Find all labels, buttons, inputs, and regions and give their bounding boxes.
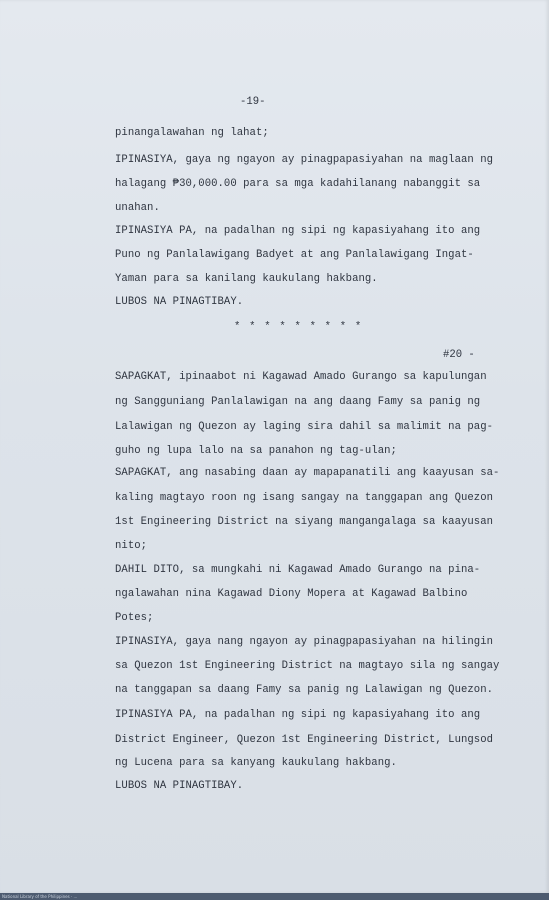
- text-line: IPINASIYA PA, na padalhan ng sipi ng kapasiyahang ito ang: [115, 709, 481, 721]
- text-line: LUBOS NA PINAGTIBAY.: [115, 780, 244, 792]
- text-line: IPINASIYA, gaya ng ngayon ay pinagpapasiyahan na maglaan ng: [115, 154, 494, 166]
- text-line: na tanggapan sa daang Famy sa panig ng Lalawigan ng Quezon.: [115, 684, 494, 696]
- text-line: IPINASIYA PA, na padalhan ng sipi ng kapasiyahang ito ang: [115, 225, 481, 237]
- text-line: pinangalawahan ng lahat;: [115, 127, 269, 139]
- text-line: kaling magtayo roon ng isang sangay na tanggapan ang Quezon: [115, 492, 494, 504]
- text-line: SAPAGKAT, ipinaabot ni Kagawad Amado Gurango sa kapulungan: [115, 371, 487, 383]
- text-line: halagang ₱30,000.00 para sa mga kadahilanang nabanggit sa: [115, 178, 481, 190]
- text-line: District Engineer, Quezon 1st Engineering District, Lungsod: [115, 734, 494, 746]
- text-line: nito;: [115, 540, 148, 552]
- text-line: Lalawigan ng Quezon ay laging sira dahil sa malimit na pag-: [115, 421, 494, 433]
- text-line: ngalawahan nina Kagawad Diony Mopera at Kagawad Balbino: [115, 588, 468, 600]
- page-number: -19-: [240, 96, 266, 108]
- text-line: Potes;: [115, 612, 154, 624]
- text-line: ng Lucena para sa kanyang kaukulang hakbang.: [115, 757, 397, 769]
- scan-footer-text: National Library of the Philippines · ...: [2, 894, 78, 899]
- text-line: SAPAGKAT, ang nasabing daan ay mapapanatili ang kaayusan sa-: [115, 467, 500, 479]
- text-line: IPINASIYA, gaya nang ngayon ay pinagpapasiyahan na hilingin: [115, 636, 494, 648]
- text-line: Yaman para sa kanilang kaukulang hakbang.: [115, 273, 378, 285]
- text-line: sa Quezon 1st Engineering District na magtayo sila ng sangay: [115, 660, 500, 672]
- text-line: ng Sangguniang Panlalawigan na ang daang Famy sa panig ng: [115, 396, 481, 408]
- text-line: LUBOS NA PINAGTIBAY.: [115, 296, 244, 308]
- section-separator: * * * * * * * * *: [234, 321, 363, 333]
- scan-footer-strip: [0, 893, 549, 900]
- text-line: 1st Engineering District na siyang mangangalaga sa kaayusan: [115, 516, 494, 528]
- text-line: unahan.: [115, 202, 160, 214]
- text-line: DAHIL DITO, sa mungkahi ni Kagawad Amado Gurango na pina-: [115, 564, 481, 576]
- text-line: guho ng lupa lalo na sa panahon ng tag-ulan;: [115, 445, 397, 457]
- item-number: #20 -: [443, 349, 475, 361]
- text-line: Puno ng Panlalawigang Badyet at ang Panlalawigang Ingat-: [115, 249, 474, 261]
